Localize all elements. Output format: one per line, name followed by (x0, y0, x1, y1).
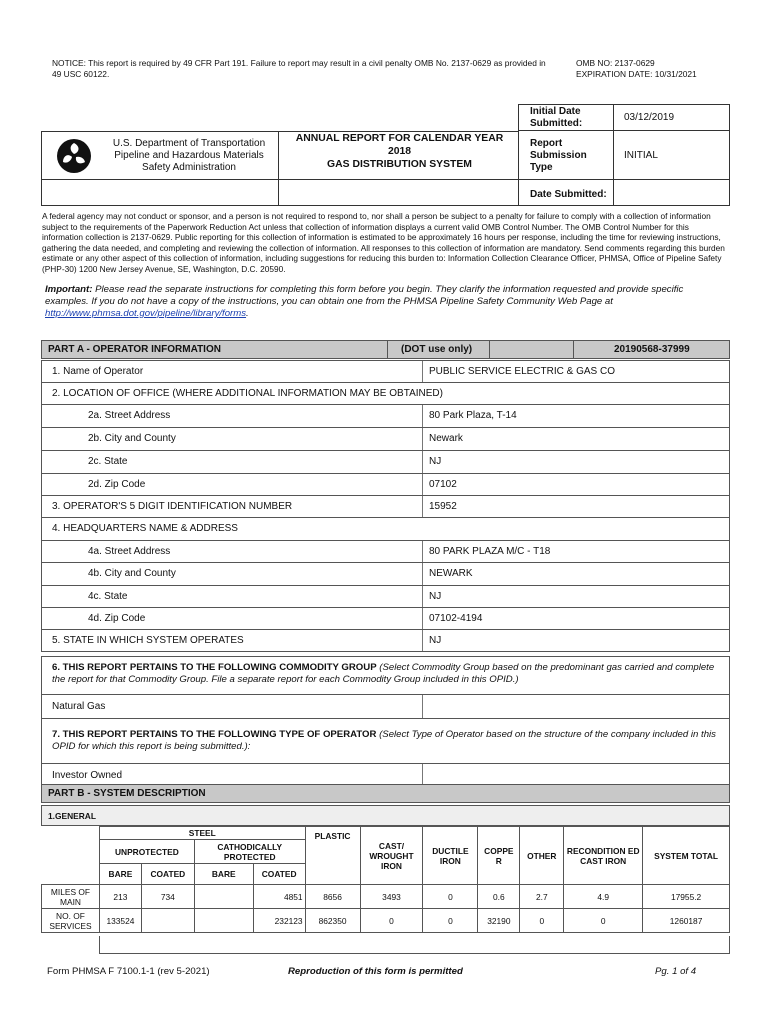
table-bottom-spacer (99, 936, 730, 954)
operator-info-row (41, 562, 730, 586)
row-label: 2d. Zip Code (88, 479, 146, 490)
operator-info-row (41, 585, 730, 608)
report-type-value-cell (613, 130, 730, 180)
operator-info-row (41, 360, 730, 383)
reconditioned-header: RECONDITION ED CAST IRON (564, 827, 643, 885)
row-label: 1. Name of Operator (52, 366, 144, 377)
table-cell: 862350 (305, 909, 360, 933)
cathodic-header: CATHODICALLY PROTECTED (194, 840, 305, 864)
q6-answer-row (41, 694, 730, 719)
row-value[interactable]: NEWARK (422, 563, 473, 585)
agency-line-3: Safety Administration (142, 162, 236, 173)
q6-prompt (41, 656, 730, 695)
date-submitted-value-cell[interactable] (613, 179, 730, 206)
copper-header: COPPE R (478, 827, 520, 885)
part-a-divider-1 (387, 340, 388, 359)
row-label: 2c. State (88, 456, 128, 467)
unprotected-coated-header: COATED (141, 864, 194, 885)
table-cell (194, 885, 253, 909)
report-type-value: INITIAL (624, 150, 658, 161)
q6-italic: (Select Commodity Group based on the predominant gas carried and complete the report for that Commodity Group. File a separate report for each Commodity Group included in this OPID.) (52, 662, 715, 685)
row-label: 2a. Street Address (88, 410, 171, 421)
row-label: 2. LOCATION OF OFFICE (WHERE ADDITIONAL INFORMATION MAY BE OBTAINED) (52, 388, 443, 399)
q6-value: Natural Gas (52, 701, 106, 712)
steel-header: STEEL (99, 827, 305, 840)
table-cell: 0 (360, 909, 423, 933)
important-note (45, 284, 729, 320)
operator-info-row (41, 473, 730, 496)
initial-date-value-cell (613, 104, 730, 131)
row-label: 4a. Street Address (88, 546, 171, 557)
table-row (42, 885, 730, 909)
report-title-line-1: ANNUAL REPORT FOR CALENDAR YEAR (295, 133, 504, 144)
operator-info-row (41, 382, 730, 405)
operator-info-row (41, 404, 730, 428)
row-label: MILES OF MAIN (42, 885, 100, 909)
table-cell: 133524 (99, 909, 141, 933)
reproduction-note: Reproduction of this form is permitted (288, 966, 463, 977)
row-label: 2b. City and County (88, 433, 176, 444)
q7-prompt (41, 718, 730, 764)
report-type-label-cell (518, 130, 614, 180)
table-cell: 32190 (478, 909, 520, 933)
row-label: 4d. Zip Code (88, 613, 146, 624)
row-value[interactable]: 07102 (422, 474, 457, 495)
row-label: 4b. City and County (88, 568, 176, 579)
form-number: Form PHMSA F 7100.1-1 (rev 5-2021) (47, 966, 210, 977)
table-cell: 0 (520, 909, 564, 933)
operator-info-row (41, 495, 730, 518)
table-cell (194, 909, 253, 933)
row-value[interactable]: 80 PARK PLAZA M/C - T18 (422, 541, 550, 562)
initial-date-label: Initial Date Submitted: (530, 106, 583, 129)
cast-iron-header: CAST/ WROUGHT IRON (360, 827, 423, 885)
row-value[interactable]: 80 Park Plaza, T-14 (422, 405, 517, 427)
table-cell: 4851 (253, 885, 305, 909)
operator-info-row (41, 427, 730, 451)
cathodic-coated-header: COATED (253, 864, 305, 885)
row-label: 3. OPERATOR'S 5 DIGIT IDENTIFICATION NUMBER (52, 501, 293, 512)
q6-divider (422, 695, 423, 718)
table-cell: 0 (423, 909, 478, 933)
unprotected-bare-header: BARE (99, 864, 141, 885)
part-a-header (41, 340, 730, 359)
q6-bold: 6. THIS REPORT PERTAINS TO THE FOLLOWING COMMODITY GROUP (52, 662, 377, 673)
general-bar (41, 805, 730, 826)
initial-date-value: 03/12/2019 (624, 112, 675, 123)
dot-logo-icon (56, 138, 92, 174)
q7-italic: (Select Type of Operator based on the structure of the company included in this OPID for which this report is being submitted.): (52, 729, 716, 752)
initial-date-label-cell (518, 104, 614, 131)
report-type-label: Report Submission Type (530, 138, 587, 173)
row-label: NO. OF SERVICES (42, 909, 100, 933)
table-cell: 0.6 (478, 885, 520, 909)
important-label: Important: (45, 284, 93, 295)
table-cell: 232123 (253, 909, 305, 933)
agency-box-lower (41, 179, 279, 206)
table-cell: 3493 (360, 885, 423, 909)
part-a-title: PART A - OPERATOR INFORMATION (48, 344, 221, 355)
notice-text: NOTICE: This report is required by 49 CFR Part 191. Failure to report may result in a civil penalty OMB No. 2137-0629 as provided in 49 USC 60122. (52, 58, 546, 79)
operator-info-row (41, 607, 730, 630)
part-b-title: PART B - SYSTEM DESCRIPTION (48, 788, 206, 799)
table-cell: 8656 (305, 885, 360, 909)
report-title-line-3: GAS DISTRIBUTION SYSTEM (327, 159, 472, 170)
ductile-iron-header: DUCTILE IRON (423, 827, 478, 885)
q7-value: Investor Owned (52, 770, 123, 781)
agency-line-2: Pipeline and Hazardous Materials (114, 150, 264, 161)
row-label: 5. STATE IN WHICH SYSTEM OPERATES (52, 635, 244, 646)
row-value[interactable]: PUBLIC SERVICE ELECTRIC & GAS CO (422, 361, 615, 382)
report-id: 20190568-37999 (614, 344, 690, 355)
other-header: OTHER (520, 827, 564, 885)
instructions-link[interactable]: http://www.phmsa.dot.gov/pipeline/library/forms (45, 308, 247, 319)
general-label: 1.GENERAL (48, 811, 96, 821)
important-end: . (246, 308, 249, 319)
part-a-divider-2 (489, 340, 490, 359)
operator-info-row (41, 517, 730, 541)
row-value[interactable]: Newark (422, 428, 463, 450)
table-cell: 0 (423, 885, 478, 909)
agency-line-1: U.S. Department of Transportation (112, 138, 266, 149)
table-cell: 0 (564, 909, 643, 933)
part-b-header (41, 784, 730, 803)
table-cell: 4.9 (564, 885, 643, 909)
row-label: 4. HEADQUARTERS NAME & ADDRESS (52, 523, 238, 534)
table-cell: 2.7 (520, 885, 564, 909)
row-value[interactable]: NJ (422, 451, 441, 473)
table-cell (141, 909, 194, 933)
date-submitted-label-cell (518, 179, 614, 206)
omb-number: OMB NO: 2137-0629 (576, 58, 655, 68)
row-value[interactable]: 15952 (422, 496, 457, 517)
table-row (42, 909, 730, 933)
agency-box (41, 131, 279, 180)
row-value[interactable]: 07102-4194 (422, 608, 482, 629)
table-corner (42, 827, 100, 885)
row-value[interactable]: NJ (422, 586, 441, 607)
table-cell: 1260187 (643, 909, 730, 933)
operator-info-row (41, 540, 730, 563)
report-title-box-lower (278, 179, 519, 206)
system-description-table (41, 826, 730, 933)
q7-bold: 7. THIS REPORT PERTAINS TO THE FOLLOWING TYPE OF OPERATOR (52, 729, 377, 740)
table-cell: 734 (141, 885, 194, 909)
plastic-header: PLASTIC (305, 827, 360, 885)
report-title-year: 2018 (387, 146, 412, 157)
report-title-box (278, 131, 519, 180)
date-submitted-label: Date Submitted: (530, 189, 607, 200)
part-a-divider-3 (573, 340, 574, 359)
dot-use-label: (DOT use only) (401, 344, 473, 355)
row-value[interactable]: NJ (422, 630, 441, 651)
page-number: Pg. 1 of 4 (655, 966, 697, 977)
table-cell: 17955.2 (643, 885, 730, 909)
row-label: 4c. State (88, 591, 128, 602)
system-total-header: SYSTEM TOTAL (643, 827, 730, 885)
unprotected-header: UNPROTECTED (99, 840, 194, 864)
operator-info-row (41, 629, 730, 652)
omb-info (576, 58, 746, 80)
disclaimer-text: A federal agency may not conduct or sponsor, and a person is not required to respond to, nor shall a person be subject to a penalty for failure to comply with a collection of information subject to the requirements of the Paperwork Reduction Act unless that collection of information displays a current valid OMB Control Number. The OMB Control Number for this information collection is 2137-0629. Public reporting for this collection of information is estimated to be approximately 16 hours per response, including the time for reviewing instructions, gathering the data needed, and completing and reviewing the collection of information. All responses to this collection of information are mandatory. Send comments regarding this burden estimate or any other aspect of this collection of information, including suggestions for reducing this burden to: Information Collection Clearance Officer, PHMSA, Office of Pipeline Safety (PHP-30) 1200 New Jersey Avenue, SE, Washington, D.C. 20590. (42, 211, 725, 274)
expiration-date: EXPIRATION DATE: 10/31/2021 (576, 69, 697, 79)
cathodic-bare-header: BARE (194, 864, 253, 885)
table-cell: 213 (99, 885, 141, 909)
q7-divider (422, 764, 423, 786)
operator-info-row (41, 450, 730, 474)
important-text: Please read the separate instructions for completing this form before you begin. They clarify the information requested and provide specific examples. If you do not have a copy of the instructions, you can obtain one from the PHMSA Pipeline Safety Community Web Page at (45, 284, 684, 307)
